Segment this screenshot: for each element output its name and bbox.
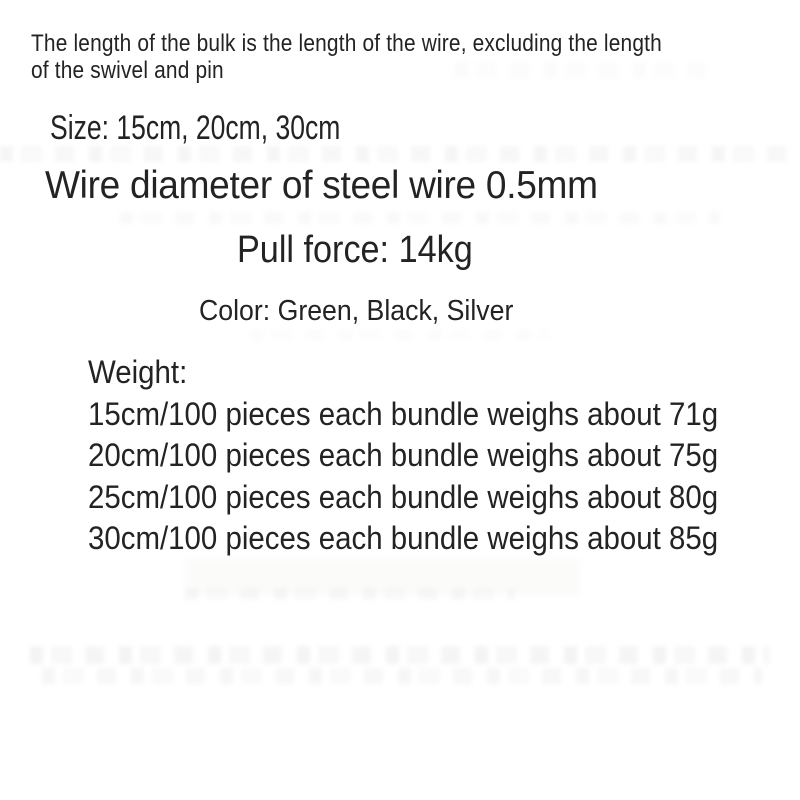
bulk-length-note-line1: The length of the bulk is the length of the wire, excluding the length [31,30,662,57]
weight-row-25cm: 25cm/100 pieces each bundle weighs about 80g [88,478,719,515]
weight-row-30cm: 30cm/100 pieces each bundle weighs about 85g [88,519,719,556]
weight-row-20cm: 20cm/100 pieces each bundle weighs about 75g [88,437,719,474]
ghost-artifact-block [185,558,580,596]
wire-diameter-line: Wire diameter of steel wire 0.5mm [45,164,598,207]
color-options-line: Color: Green, Black, Silver [199,295,514,327]
ghost-artifact-band [42,668,762,684]
pull-force-line: Pull force: 14kg [237,229,473,271]
ghost-artifact-band [250,330,550,340]
ghost-artifact-band [185,588,515,600]
ghost-artifact-band [120,212,720,224]
size-line: Size: 15cm, 20cm, 30cm [50,109,341,147]
weight-label: Weight: [88,354,188,390]
weight-row-15cm: 15cm/100 pieces each bundle weighs about 71g [88,396,719,432]
ghost-artifact-band [30,646,770,664]
ghost-artifact-band [0,146,800,162]
bulk-length-note-line2: of the swivel and pin [31,57,224,84]
weight-list [88,394,718,559]
bulk-length-note [31,30,662,84]
